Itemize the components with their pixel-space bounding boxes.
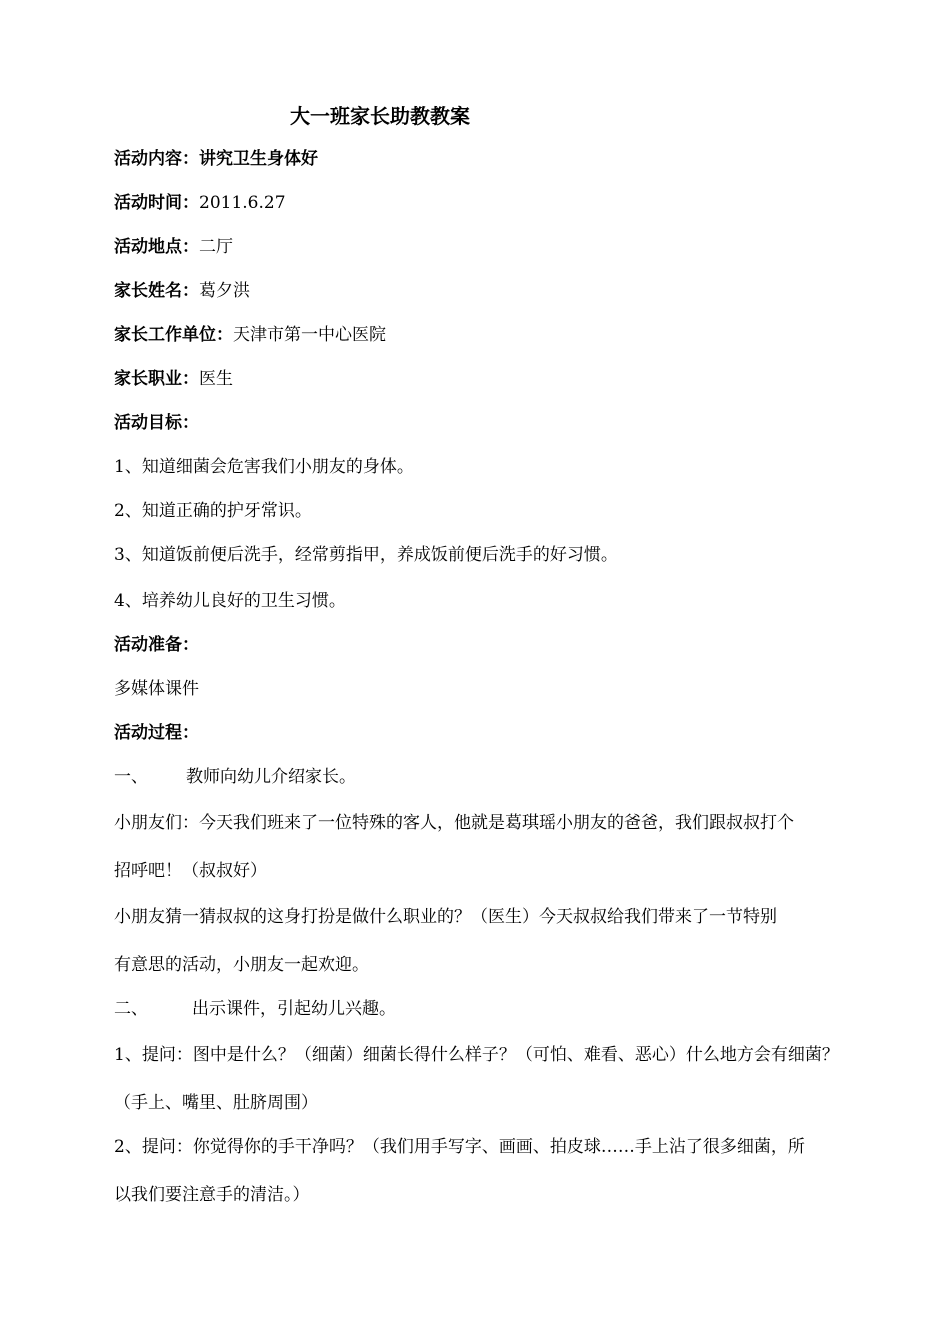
work-unit-label: 家长工作单位： (114, 325, 233, 345)
prep-heading: 活动准备： (114, 635, 199, 655)
parent-name-value: 葛夕洪 (199, 281, 250, 301)
content-row (114, 148, 318, 170)
step-one-text: 教师向幼儿介绍家长。 (186, 767, 356, 787)
parent-name-row (114, 280, 250, 302)
content-value: 讲究卫生身体好 (199, 149, 318, 169)
content-label: 活动内容： (114, 149, 199, 169)
work-unit-row (114, 324, 386, 346)
time-value: 2011.6.27 (199, 193, 286, 213)
job-row (114, 368, 233, 390)
job-value: 医生 (199, 369, 233, 389)
step-one-number: 一、 (114, 767, 148, 787)
parent-name-label: 家长姓名： (114, 281, 199, 301)
time-label: 活动时间： (114, 193, 199, 213)
question-line: 以我们要注意手的清洁。） (114, 1185, 310, 1205)
prep-value: 多媒体课件 (114, 679, 199, 699)
question-line: （手上、嘴里、肚脐周围） (114, 1093, 318, 1113)
goal-item: 2、知道正确的护牙常识。 (114, 501, 312, 521)
goals-heading: 活动目标： (114, 413, 199, 433)
paragraph-line: 小朋友猜一猜叔叔的这身打扮是做什么职业的？（医生）今天叔叔给我们带来了一节特别 (114, 907, 777, 927)
job-label: 家长职业： (114, 369, 199, 389)
goal-item: 3、知道饭前便后洗手，经常剪指甲，养成饭前便后洗手的好习惯。 (114, 545, 618, 565)
goal-item: 4、培养幼儿良好的卫生习惯。 (114, 591, 346, 611)
paragraph-line: 小朋友们：今天我们班来了一位特殊的客人，他就是葛琪瑶小朋友的爸爸，我们跟叔叔打个 (114, 813, 794, 833)
place-row (114, 236, 233, 258)
place-value: 二厅 (199, 237, 233, 257)
paragraph-line: 有意思的活动，小朋友一起欢迎。 (114, 955, 369, 975)
process-heading: 活动过程： (114, 723, 199, 743)
goal-item: 1、知道细菌会危害我们小朋友的身体。 (114, 457, 414, 477)
step-two (114, 998, 396, 1020)
document-title: 大一班家长助教教案 (290, 104, 470, 128)
question-line: 2、提问：你觉得你的手干净吗？（我们用手写字、画画、拍皮球……手上沾了很多细菌，所 (114, 1137, 805, 1157)
step-one (114, 766, 356, 788)
step-two-number: 二、 (114, 999, 148, 1019)
time-row (114, 192, 286, 214)
work-unit-value: 天津市第一中心医院 (233, 325, 386, 345)
question-line: 1、提问：图中是什么？（细菌）细菌长得什么样子？（可怕、难看、恶心）什么地方会有细菌？ (114, 1045, 839, 1065)
place-label: 活动地点： (114, 237, 199, 257)
step-two-text: 出示课件，引起幼儿兴趣。 (192, 999, 396, 1019)
paragraph-line: 招呼吧！（叔叔好） (114, 861, 267, 881)
